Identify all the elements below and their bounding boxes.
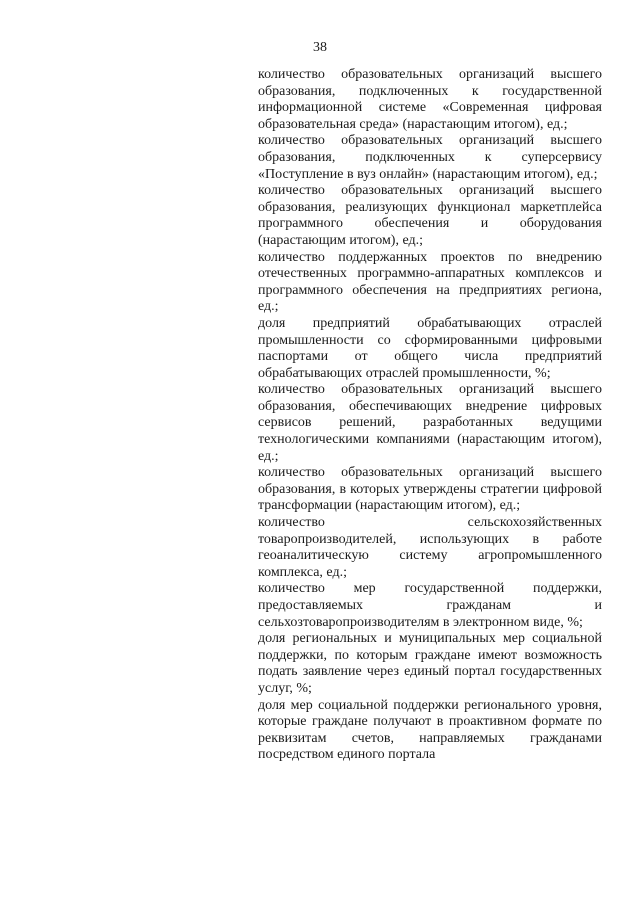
paragraph: количество образовательных организаций высшего образования, в которых утверждены стратегии цифровой трансформации (нарастающим итогом), ед.; (258, 465, 602, 514)
paragraph: количество мер государственной поддержки, предоставляемых гражданам и сельхозтоваропроизводителям в электронном виде, %; (258, 581, 602, 630)
paragraph: доля мер социальной поддержки регионального уровня, которые граждане получают в проактивном формате по реквизитам счетов, направляемых гражданами посредством единого портала (258, 697, 602, 763)
paragraph: доля предприятий обрабатывающих отраслей промышленности со сформированными цифровыми паспортами от общего числа предприятий обрабатывающих отраслей промышленности, %; (258, 315, 602, 381)
paragraph: доля региональных и муниципальных мер социальной поддержки, по которым граждане имеют возможность подать заявление через единый портал государственных услуг, %; (258, 631, 602, 696)
paragraph: количество сельскохозяйственных товаропроизводителей, использующих в работе геоаналитическую систему агропромышленного комплекса, ед.; (258, 515, 602, 580)
page-number: 38 (313, 40, 327, 55)
paragraph: количество поддержанных проектов по внедрению отечественных программно-аппаратных комплексов и программного обеспечения на предприятиях региона, ед.; (258, 249, 602, 315)
document-body (258, 67, 602, 764)
paragraph: количество образовательных организаций высшего образования, подключенных к суперсервису «Поступление в вуз онлайн» (нарастающим итогом), ед.; (258, 133, 602, 182)
paragraph: количество образовательных организаций высшего образования, реализующих функционал маркетплейса программного обеспечения и оборудования (нарастающим итогом), ед.; (258, 183, 602, 248)
paragraph: количество образовательных организаций высшего образования, подключенных к государственной информационной системе «Современная цифровая образовательная среда» (нарастающим итогом), ед.; (258, 67, 602, 132)
paragraph: количество образовательных организаций высшего образования, обеспечивающих внедрение цифровых сервисов решений, разработанных ведущими технологическими компаниями (нарастающим итогом), ед.; (258, 382, 602, 464)
